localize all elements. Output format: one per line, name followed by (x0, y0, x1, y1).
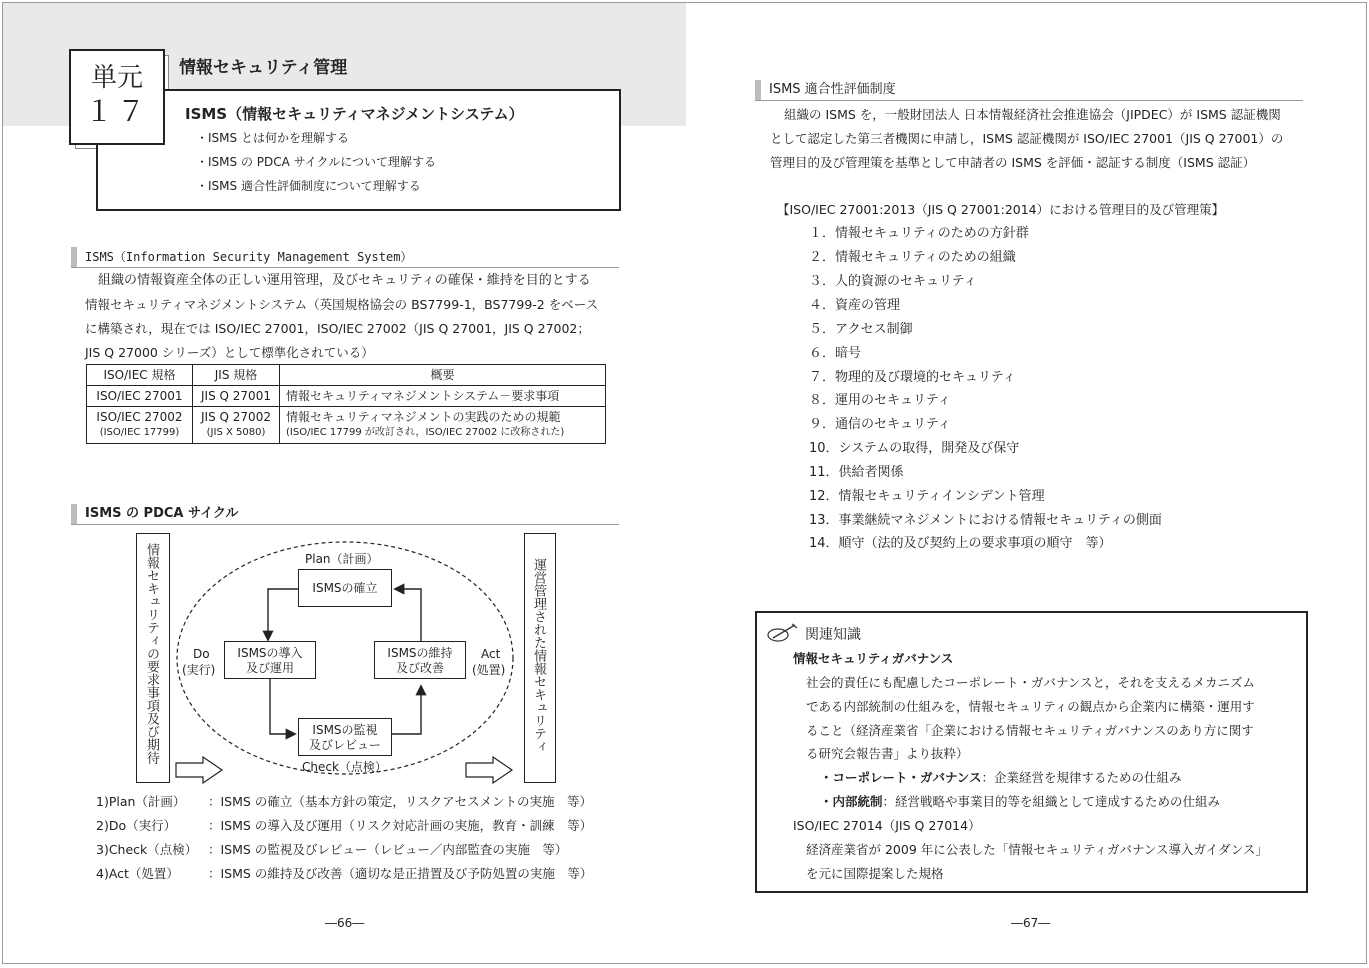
related-text-line: ること（経済産業省「企業における情報セキュリティガバナンスのあり方に関す (806, 723, 1254, 738)
bullet-term: ・コーポレート・ガバナンス (820, 770, 982, 785)
node-line: ISMSの監視 (312, 723, 378, 737)
control-item: ８．運用のセキュリティ (809, 393, 951, 408)
bullet-desc: ：企業経営を規律するための仕組み (981, 770, 1182, 785)
related-text-line: を元に国際提案した規格 (806, 866, 944, 881)
bullet-desc: ：経営戦略や事業目的等を組織として達成するための仕組み (882, 794, 1221, 809)
node-line: ISMSの維持 (387, 646, 453, 660)
pdca-term: 4)Act（処置） (96, 866, 179, 881)
controls-heading: 【ISO/IEC 27001:2013（JIS Q 27001:2014）における管理目的及び管理策】 (777, 202, 1225, 217)
node-line: 及び改善 (395, 661, 444, 675)
related-bullet (820, 770, 1182, 786)
node-isms-maintain (374, 641, 466, 679)
cell-sub: (ISO/IEC 17799) (99, 427, 180, 438)
managed-security-label: 運営管理された情報セキュリティ (531, 558, 546, 753)
goal-item: ・ISMS とは何かを理解する (196, 131, 349, 145)
act-label-sub: (処置) (472, 663, 506, 677)
pdca-desc: ：ISMS の維持及び改善（適切な是正措置及び予防処置の実施 等） (208, 866, 593, 881)
related-text-line: 経済産業省が 2009 年に公表した「情報セキュリティガバナンス導入ガイダンス」 (806, 842, 1268, 857)
control-item: ４．資産の管理 (809, 298, 901, 313)
heading-label: ISMS（Information Security Management System） (85, 250, 413, 264)
pdca-diagram-svg (3, 3, 686, 803)
requirements-label: 情報セキュリティの要求事項及び期待 (144, 543, 159, 764)
conformity-text-line: 管理目的及び管理策を基準として申請者の ISMS を評価・認証する制度（ISMS 認証） (770, 155, 1256, 170)
unit-title: 情報セキュリティ管理 (179, 58, 348, 78)
check-label: Check（点検） (302, 760, 387, 774)
pdca-desc: ：ISMS の導入及び運用（リスク対応計画の実施，教育・訓練 等） (208, 818, 593, 833)
control-item: ２．情報セキュリティのための組織 (809, 250, 1016, 265)
conformity-text-line: 組織の ISMS を，一般財団法人 日本情報経済社会推進協会（JIPDEC）が ISMS 認証機関 (784, 107, 1281, 122)
control-item: ６．暗号 (809, 346, 862, 361)
conformity-section-heading (755, 80, 1303, 101)
control-item: ３．人的資源のセキュリティ (809, 274, 977, 289)
cell-main: 情報セキュリティマネジメントの実践のための規範 (286, 410, 561, 424)
arrow-check-to-act (392, 687, 421, 734)
control-item: 13．事業継続マネジメントにおける情報セキュリティの側面 (809, 513, 1162, 528)
pdca-term: 3)Check（点検） (96, 842, 198, 857)
act-label: Act (481, 647, 501, 661)
related-text-line: である内部統制の仕組みを，情報セキュリティの観点から企業内に構築・運用す (806, 699, 1255, 714)
goal-item: ・ISMS 適合性評価制度について理解する (196, 179, 421, 193)
cell-sub: (JIS X 5080) (206, 427, 266, 438)
cell-main: ISO/IEC 27002 (96, 410, 183, 424)
cell-sub: (ISO/IEC 17799 が改訂され，ISO/IEC 27002 に改称された) (286, 427, 565, 438)
cell-main: JIS Q 27002 (201, 410, 271, 424)
pdca-desc: ：ISMS の監視及びレビュー（レビュー／内部監査の実施 等） (208, 842, 568, 857)
control-item: １．情報セキュリティのための方針群 (809, 226, 1029, 241)
node-isms-establish: ISMSの確立 (298, 569, 392, 607)
related-bullet (820, 794, 1220, 810)
control-item: 10．システムの取得，開発及び保守 (809, 441, 1020, 456)
page-number-left: ―66― (325, 916, 365, 930)
do-label-sub: (実行) (182, 663, 216, 677)
pen-note-icon (765, 622, 799, 644)
control-item: 11．供給者関係 (809, 465, 904, 480)
unit-label: 単元 (90, 63, 143, 93)
control-item: ７．物理的及び環境的セキュリティ (809, 370, 1016, 385)
control-item: ９．通信のセキュリティ (809, 417, 951, 432)
node-line: ISMSの導入 (237, 646, 303, 660)
node-isms-monitor (298, 718, 392, 756)
table-header: JIS 規格 (193, 365, 280, 386)
table-cell: ISO/IEC 27001 (87, 386, 193, 407)
goal-title: ISMS（情報セキュリティマネジメントシステム） (185, 105, 524, 123)
table-header: ISO/IEC 規格 (87, 365, 193, 386)
table-cell: 情報セキュリティマネジメントシステム－要求事項 (280, 386, 606, 407)
heading-bar (755, 80, 761, 100)
goal-item: ・ISMS の PDCA サイクルについて理解する (196, 155, 436, 169)
control-item: 14．順守（法的及び契約上の要求事項の順守 等） (809, 536, 1112, 551)
arrow-plan-to-do (268, 589, 298, 639)
arrow-do-to-check (270, 679, 294, 734)
node-line: 及び運用 (245, 661, 294, 675)
node-line: 及びレビュー (308, 738, 381, 752)
isms-text-line: に構築され，現在では ISO/IEC 27001，ISO/IEC 27002（JIS Q 27001，JIS Q 27002； (85, 321, 590, 336)
pdca-desc: ：ISMS の確立（基本方針の策定，リスクアセスメントの実施 等） (208, 794, 592, 809)
table-header: 概要 (280, 365, 606, 386)
related-text-line: 社会的責任にも配慮したコーポレート・ガバナンスと，それを支えるメカニズム (806, 675, 1256, 690)
related-text-line: る研究会報告書」より抜粋） (806, 746, 969, 761)
node-isms-implement (224, 641, 316, 679)
related-subheading: 情報セキュリティガバナンス (793, 651, 954, 666)
control-item: 12．情報セキュリティインシデント管理 (809, 489, 1045, 504)
conformity-text-line: として認定した第三者機関に申請し，ISMS 認証機関が ISO/IEC 27001（JIS Q 27001）の (770, 131, 1284, 146)
page-number-right: ―67― (1011, 916, 1051, 930)
pdca-term: 1)Plan（計画） (96, 794, 186, 809)
unit-number: １７ (84, 95, 149, 128)
isms-text-line: 情報セキュリティマネジメントシステム（英国規格協会の BS7799-1，BS7799-2 をベース (85, 297, 599, 312)
isms-text-line: JIS Q 27000 シリーズ）として標準化されている） (85, 345, 374, 360)
plan-label: Plan（計画） (305, 552, 379, 566)
heading-label: ISMS 適合性評価制度 (769, 82, 896, 97)
output-block-arrow (466, 757, 512, 783)
input-block-arrow (176, 757, 222, 783)
arrow-act-to-plan (396, 589, 421, 641)
pdca-term: 2)Do（実行） (96, 818, 177, 833)
table-cell: JIS Q 27001 (193, 386, 280, 407)
book-spread (2, 2, 1367, 964)
isms-text-line: 組織の情報資産全体の正しい運用管理，及びセキュリティの確保・維持を目的とする (98, 273, 591, 288)
related-subheading: ISO/IEC 27014（JIS Q 27014） (793, 818, 981, 833)
control-item: ５．アクセス制御 (809, 322, 913, 337)
do-label: Do (193, 647, 210, 661)
bullet-term: ・内部統制 (820, 794, 883, 809)
related-title: 関連知識 (805, 627, 861, 643)
heading-label: ISMS の PDCA サイクル (85, 506, 239, 521)
